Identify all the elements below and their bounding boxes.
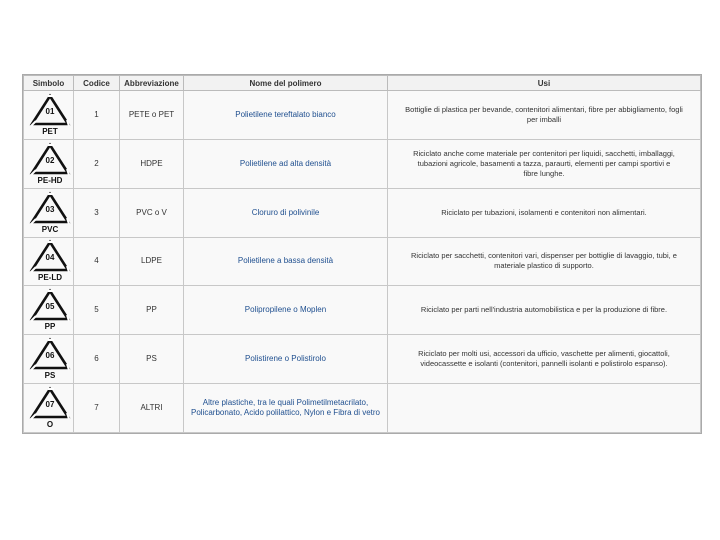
resin-code-number: 02 bbox=[45, 155, 55, 165]
code-cell: 6 bbox=[74, 335, 120, 384]
polymer-link-text[interactable]: Polietilene a bassa densità bbox=[237, 256, 334, 266]
uses-line: videocassette e isolanti (contenitori, pannelli isolanti e polistirolo espanso). bbox=[420, 359, 668, 369]
recycle-triangle-icon bbox=[28, 142, 72, 186]
uses-cell bbox=[388, 335, 701, 384]
resin-code-label: PE-HD bbox=[37, 175, 63, 185]
polymer-link-text[interactable]: Polistirene o Polistirolo bbox=[245, 354, 326, 364]
resin-code-number: 03 bbox=[45, 204, 55, 214]
polymer-link-text[interactable]: Polietilene ad alta densità bbox=[239, 158, 332, 168]
code-cell: 4 bbox=[74, 237, 120, 286]
table-row bbox=[24, 139, 701, 188]
polymer-link-text[interactable]: Altre plastiche, tra le quali Polimetilmetacrilato, Policarbonato, Acido polilattico, Nylon e Fibra di vetro bbox=[191, 398, 380, 418]
table-row bbox=[24, 384, 701, 433]
polymer-name-link[interactable] bbox=[184, 91, 388, 140]
polymer-name-link[interactable] bbox=[184, 139, 388, 188]
resin-code-number: 07 bbox=[45, 400, 55, 410]
table-row bbox=[24, 188, 701, 237]
abbr-cell: PETE o PET bbox=[120, 91, 184, 140]
resin-code-label: PS bbox=[44, 371, 56, 381]
polymer-name-link[interactable] bbox=[184, 188, 388, 237]
uses-line: materiale plastico di supporto. bbox=[494, 261, 594, 271]
uses-line: Riciclato per parti nell'industria automobilistica e per la produzione di fibre. bbox=[420, 305, 668, 315]
table-header-row bbox=[24, 76, 701, 91]
polymer-name-link[interactable] bbox=[184, 335, 388, 384]
header-polymer-name: Nome del polimero bbox=[184, 76, 388, 91]
abbr-cell: PVC o V bbox=[120, 188, 184, 237]
uses-line: fibre lunghe. bbox=[523, 168, 565, 178]
recycle-triangle-icon bbox=[28, 288, 72, 332]
resin-code-label: PVC bbox=[41, 224, 59, 234]
recycle-triangle-icon bbox=[28, 386, 72, 430]
polymer-name-link[interactable] bbox=[184, 384, 388, 433]
code-cell: 2 bbox=[74, 139, 120, 188]
uses-line: Riciclato anche come materiale per contenitori per liquidi, sacchetti, imballaggi, bbox=[413, 148, 675, 158]
table-row bbox=[24, 91, 701, 140]
recycle-triangle-icon bbox=[28, 239, 72, 283]
polymer-link-text[interactable]: Polietilene tereftalato bianco bbox=[235, 109, 336, 119]
resin-code-number: 06 bbox=[45, 351, 55, 361]
uses-cell bbox=[388, 91, 701, 140]
code-cell: 1 bbox=[74, 91, 120, 140]
polymer-link-text[interactable]: Polipropilene o Moplen bbox=[244, 305, 327, 315]
polymer-name-link[interactable] bbox=[184, 286, 388, 335]
polymer-link-text[interactable]: Cloruro di polivinile bbox=[251, 207, 320, 217]
code-cell: 7 bbox=[74, 384, 120, 433]
uses-cell bbox=[388, 139, 701, 188]
uses-line: Riciclato per tubazioni, isolamenti e contenitori non alimentari. bbox=[441, 207, 647, 217]
resin-code-number: 04 bbox=[45, 253, 55, 263]
resin-code-label: O bbox=[46, 420, 54, 430]
uses-cell bbox=[388, 188, 701, 237]
uses-line: tubazioni agricole, basamenti a tazza, paraurti, elementi per campi sportivi e bbox=[417, 158, 671, 168]
resin-code-number: 01 bbox=[45, 106, 55, 116]
uses-line: Riciclato per molti usi, accessori da ufficio, vaschette per alimenti, giocattoli, bbox=[418, 349, 670, 359]
recycling-codes-table bbox=[22, 74, 702, 434]
uses-line: per imballi bbox=[526, 114, 562, 124]
resin-code-label: PP bbox=[44, 322, 56, 332]
table-row bbox=[24, 335, 701, 384]
abbr-cell: PS bbox=[120, 335, 184, 384]
uses-cell bbox=[388, 384, 701, 433]
header-code: Codice bbox=[74, 76, 120, 91]
code-cell: 3 bbox=[74, 188, 120, 237]
resin-code-number: 05 bbox=[45, 302, 55, 312]
abbr-cell: LDPE bbox=[120, 237, 184, 286]
recycle-triangle-icon bbox=[28, 93, 72, 137]
recycle-triangle-icon bbox=[28, 337, 72, 381]
header-uses: Usi bbox=[388, 76, 701, 91]
code-cell: 5 bbox=[74, 286, 120, 335]
polymer-name-link[interactable] bbox=[184, 237, 388, 286]
table-row bbox=[24, 237, 701, 286]
uses-cell bbox=[388, 237, 701, 286]
uses-line: Riciclato per sacchetti, contenitori vari, dispenser per bottiglie di lavaggio, tubi, e bbox=[411, 251, 677, 261]
resin-code-label: PE-LD bbox=[38, 273, 62, 283]
abbr-cell: HDPE bbox=[120, 139, 184, 188]
header-symbol: Simbolo bbox=[24, 76, 74, 91]
uses-line: Bottiglie di plastica per bevande, contenitori alimentari, fibre per abbigliamento, fogli bbox=[405, 104, 683, 114]
uses-cell bbox=[388, 286, 701, 335]
resin-code-label: PET bbox=[42, 126, 58, 136]
abbr-cell: ALTRI bbox=[120, 384, 184, 433]
table-row bbox=[24, 286, 701, 335]
header-abbreviation: Abbreviazione bbox=[120, 76, 184, 91]
abbr-cell: PP bbox=[120, 286, 184, 335]
recycle-triangle-icon bbox=[28, 191, 72, 235]
